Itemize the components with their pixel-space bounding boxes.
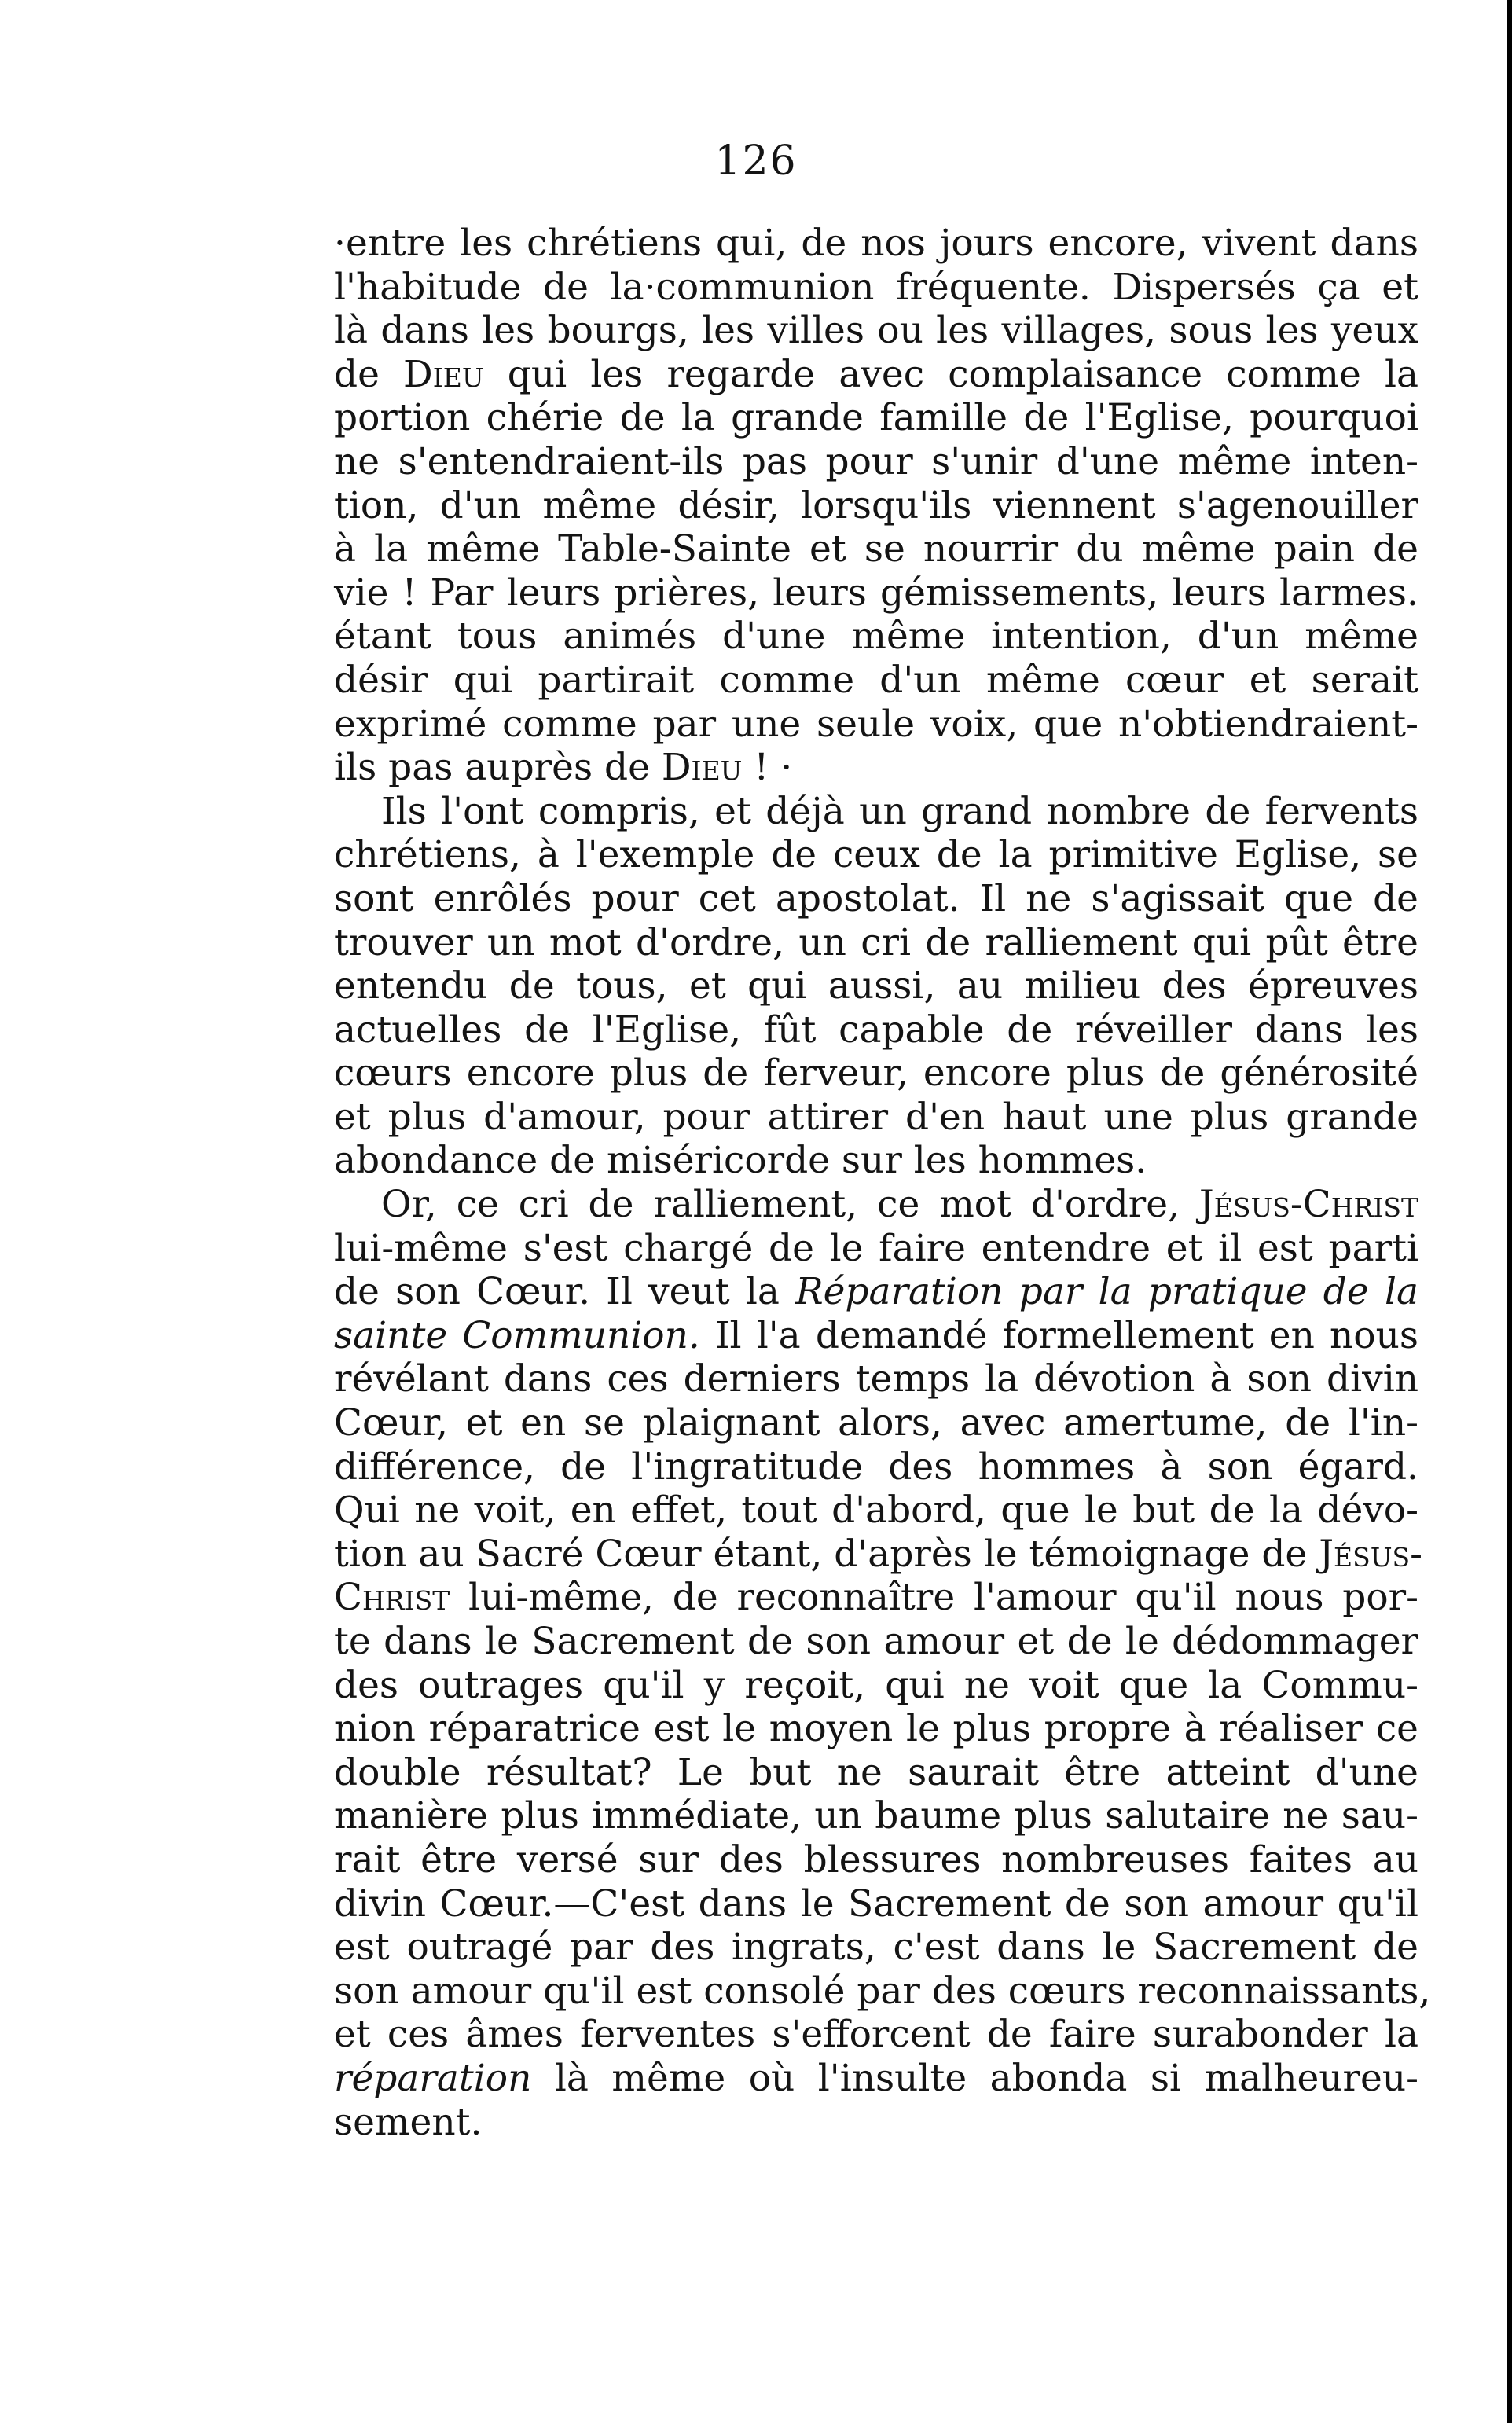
text-run: Cœur, et en se plaignant alors, avec amertume, de l'in- xyxy=(334,1401,1418,1445)
text-run: à la même Table-Sainte et se nourrir du même pain de xyxy=(334,527,1418,571)
text-run: double résultat? Le but ne saurait être atteint d'une xyxy=(334,1750,1418,1794)
text-run: lui-même s'est chargé de le faire entendre et il est parti xyxy=(334,1226,1418,1270)
text-line xyxy=(334,1357,1418,1401)
text-line xyxy=(334,2101,1418,2145)
text-run: Or, ce cri de ralliement, ce mot d'ordre, xyxy=(381,1183,1199,1227)
text-run: des outrages qu'il y reçoit, qui ne voit que la Commu- xyxy=(334,1663,1418,1707)
text-run: sement. xyxy=(334,2100,483,2144)
text-run: abondance de miséricorde sur les hommes. xyxy=(334,1139,1147,1183)
paragraph xyxy=(334,790,1418,1183)
text-run: qui les regarde avec complaisance comme la xyxy=(483,352,1418,396)
text-line xyxy=(334,1489,1418,1533)
text-run: et ces âmes ferventes s'efforcent de faire surabonder la xyxy=(334,2013,1418,2057)
text-line xyxy=(334,484,1418,528)
text-line xyxy=(334,1664,1418,1708)
text-line xyxy=(334,1008,1418,1052)
text-run: tion au Sacré Cœur étant, d'après le témoignage de xyxy=(334,1532,1319,1576)
text-line xyxy=(334,746,1418,790)
body-text xyxy=(334,222,1431,2144)
text-run: Qui ne voit, en effet, tout d'abord, que le but de la dévo- xyxy=(334,1489,1418,1533)
text-run: te dans le Sacrement de son amour et de le dédommager xyxy=(334,1620,1418,1663)
small-caps-word: Christ xyxy=(334,1576,450,1620)
text-run: vie ! Par leurs prières, leurs gémissements, leurs larmes. xyxy=(334,571,1418,615)
text-run: exprimé comme par une seule voix, que n'obtiendraient- xyxy=(334,702,1418,746)
text-run: Ils l'ont compris, et déjà un grand nombre de fervents xyxy=(381,789,1418,833)
text-line xyxy=(334,1270,1418,1314)
text-line xyxy=(334,1052,1418,1096)
text-line xyxy=(334,2013,1418,2057)
text-line xyxy=(334,1620,1418,1664)
paragraph xyxy=(334,222,1418,790)
italic-phrase: réparation xyxy=(334,2056,532,2100)
scan-edge-shadow xyxy=(1507,0,1512,2423)
text-run: son amour qu'il est consolé par des cœurs reconnaissants, xyxy=(334,1969,1431,2013)
text-run: nion réparatrice est le moyen le plus propre à réaliser ce xyxy=(334,1707,1418,1751)
italic-phrase: sainte Communion. xyxy=(334,1313,700,1357)
text-run: est outragé par des ingrats, c'est dans le Sacrement de xyxy=(334,1926,1418,1970)
page-number: 126 xyxy=(714,138,798,185)
text-run: de son Cœur. Il veut la xyxy=(334,1270,796,1314)
text-line xyxy=(334,1838,1418,1882)
text-line xyxy=(334,921,1418,965)
text-run: trouver un mot d'ordre, un cri de ralliement qui pût être xyxy=(334,920,1418,964)
text-run: chrétiens, à l'exemple de ceux de la primitive Eglise, se xyxy=(334,833,1418,877)
text-line xyxy=(334,266,1418,310)
text-run: lui-même, de reconnaître l'amour qu'il nous por- xyxy=(450,1576,1418,1620)
text-line xyxy=(334,615,1418,659)
text-line xyxy=(334,353,1418,397)
text-line xyxy=(334,1183,1418,1227)
text-line xyxy=(334,1401,1418,1445)
text-line xyxy=(334,1969,1431,2014)
text-line xyxy=(334,1445,1418,1489)
text-run: Il l'a demandé formellement en nous xyxy=(699,1313,1418,1357)
text-run: actuelles de l'Eglise, fût capable de réveiller dans les xyxy=(334,1008,1418,1052)
text-run: portion chérie de la grande famille de l'Eglise, pourquoi xyxy=(334,396,1418,440)
text-line xyxy=(334,1532,1423,1577)
text-run: et plus d'amour, pour attirer d'en haut une plus grande xyxy=(334,1095,1418,1139)
text-line xyxy=(334,1096,1418,1140)
text-run: divin Cœur.—C'est dans le Sacrement de son amour qu'il xyxy=(334,1881,1418,1926)
text-run: là dans les bourgs, les villes ou les villages, sous les yeux xyxy=(334,309,1418,353)
paragraph xyxy=(334,1183,1431,2144)
text-line xyxy=(334,1882,1418,1926)
text-run: révélant dans ces derniers temps la dévotion à son divin xyxy=(334,1357,1418,1401)
text-run: ! · xyxy=(742,746,793,790)
text-line xyxy=(334,659,1418,703)
italic-phrase: Réparation par la pratique de la xyxy=(795,1270,1418,1314)
text-run: manière plus immédiate, un baume plus salutaire ne sau- xyxy=(334,1794,1418,1838)
text-line xyxy=(334,2057,1418,2101)
text-line xyxy=(334,440,1418,484)
text-run: l'habitude de la·communion fréquente. Dispersés ça et xyxy=(334,265,1418,309)
text-line xyxy=(334,396,1418,440)
text-line xyxy=(334,571,1418,615)
text-line xyxy=(334,703,1418,747)
small-caps-word: Dieu xyxy=(661,746,743,790)
text-line xyxy=(334,1576,1418,1620)
text-run: tion, d'un même désir, lorsqu'ils viennent s'agenouiller xyxy=(334,483,1418,527)
text-line xyxy=(334,1227,1418,1271)
small-caps-word: Jésus- xyxy=(1319,1532,1423,1576)
text-run: désir qui partirait comme d'un même cœur et serait xyxy=(334,658,1418,702)
text-run: de xyxy=(334,352,404,396)
small-caps-word: Dieu xyxy=(403,352,484,396)
text-run: là même où l'insulte abonda si malheureu- xyxy=(531,2056,1418,2100)
text-run: sont enrôlés pour cet apostolat. Il ne s'agissait que de xyxy=(334,876,1418,920)
text-run: ils pas auprès de xyxy=(334,746,662,790)
text-line xyxy=(334,964,1418,1008)
text-run: ·entre les chrétiens qui, de nos jours encore, vivent dans xyxy=(334,222,1418,265)
text-line xyxy=(334,790,1418,834)
text-line xyxy=(334,1314,1418,1358)
text-run: rait être versé sur des blessures nombreuses faites au xyxy=(334,1837,1418,1881)
text-line xyxy=(334,877,1418,921)
text-line xyxy=(334,833,1418,877)
text-line xyxy=(334,1751,1418,1795)
text-run: différence, de l'ingratitude des hommes à son égard. xyxy=(334,1445,1418,1489)
text-run: étant tous animés d'une même intention, d'un même xyxy=(334,615,1418,659)
text-line xyxy=(334,1707,1418,1751)
text-line xyxy=(334,222,1418,266)
small-caps-word: Jésus-Christ xyxy=(1198,1183,1418,1227)
text-run: entendu de tous, et qui aussi, au milieu des épreuves xyxy=(334,964,1418,1008)
text-run: cœurs encore plus de ferveur, encore plus de générosité xyxy=(334,1052,1418,1096)
text-line xyxy=(334,527,1418,571)
text-line xyxy=(334,1794,1418,1838)
text-run: ne s'entendraient-ils pas pour s'unir d'une même inten- xyxy=(334,439,1418,483)
text-line xyxy=(334,1139,1418,1183)
text-line xyxy=(334,309,1418,353)
text-line xyxy=(334,1926,1418,1970)
